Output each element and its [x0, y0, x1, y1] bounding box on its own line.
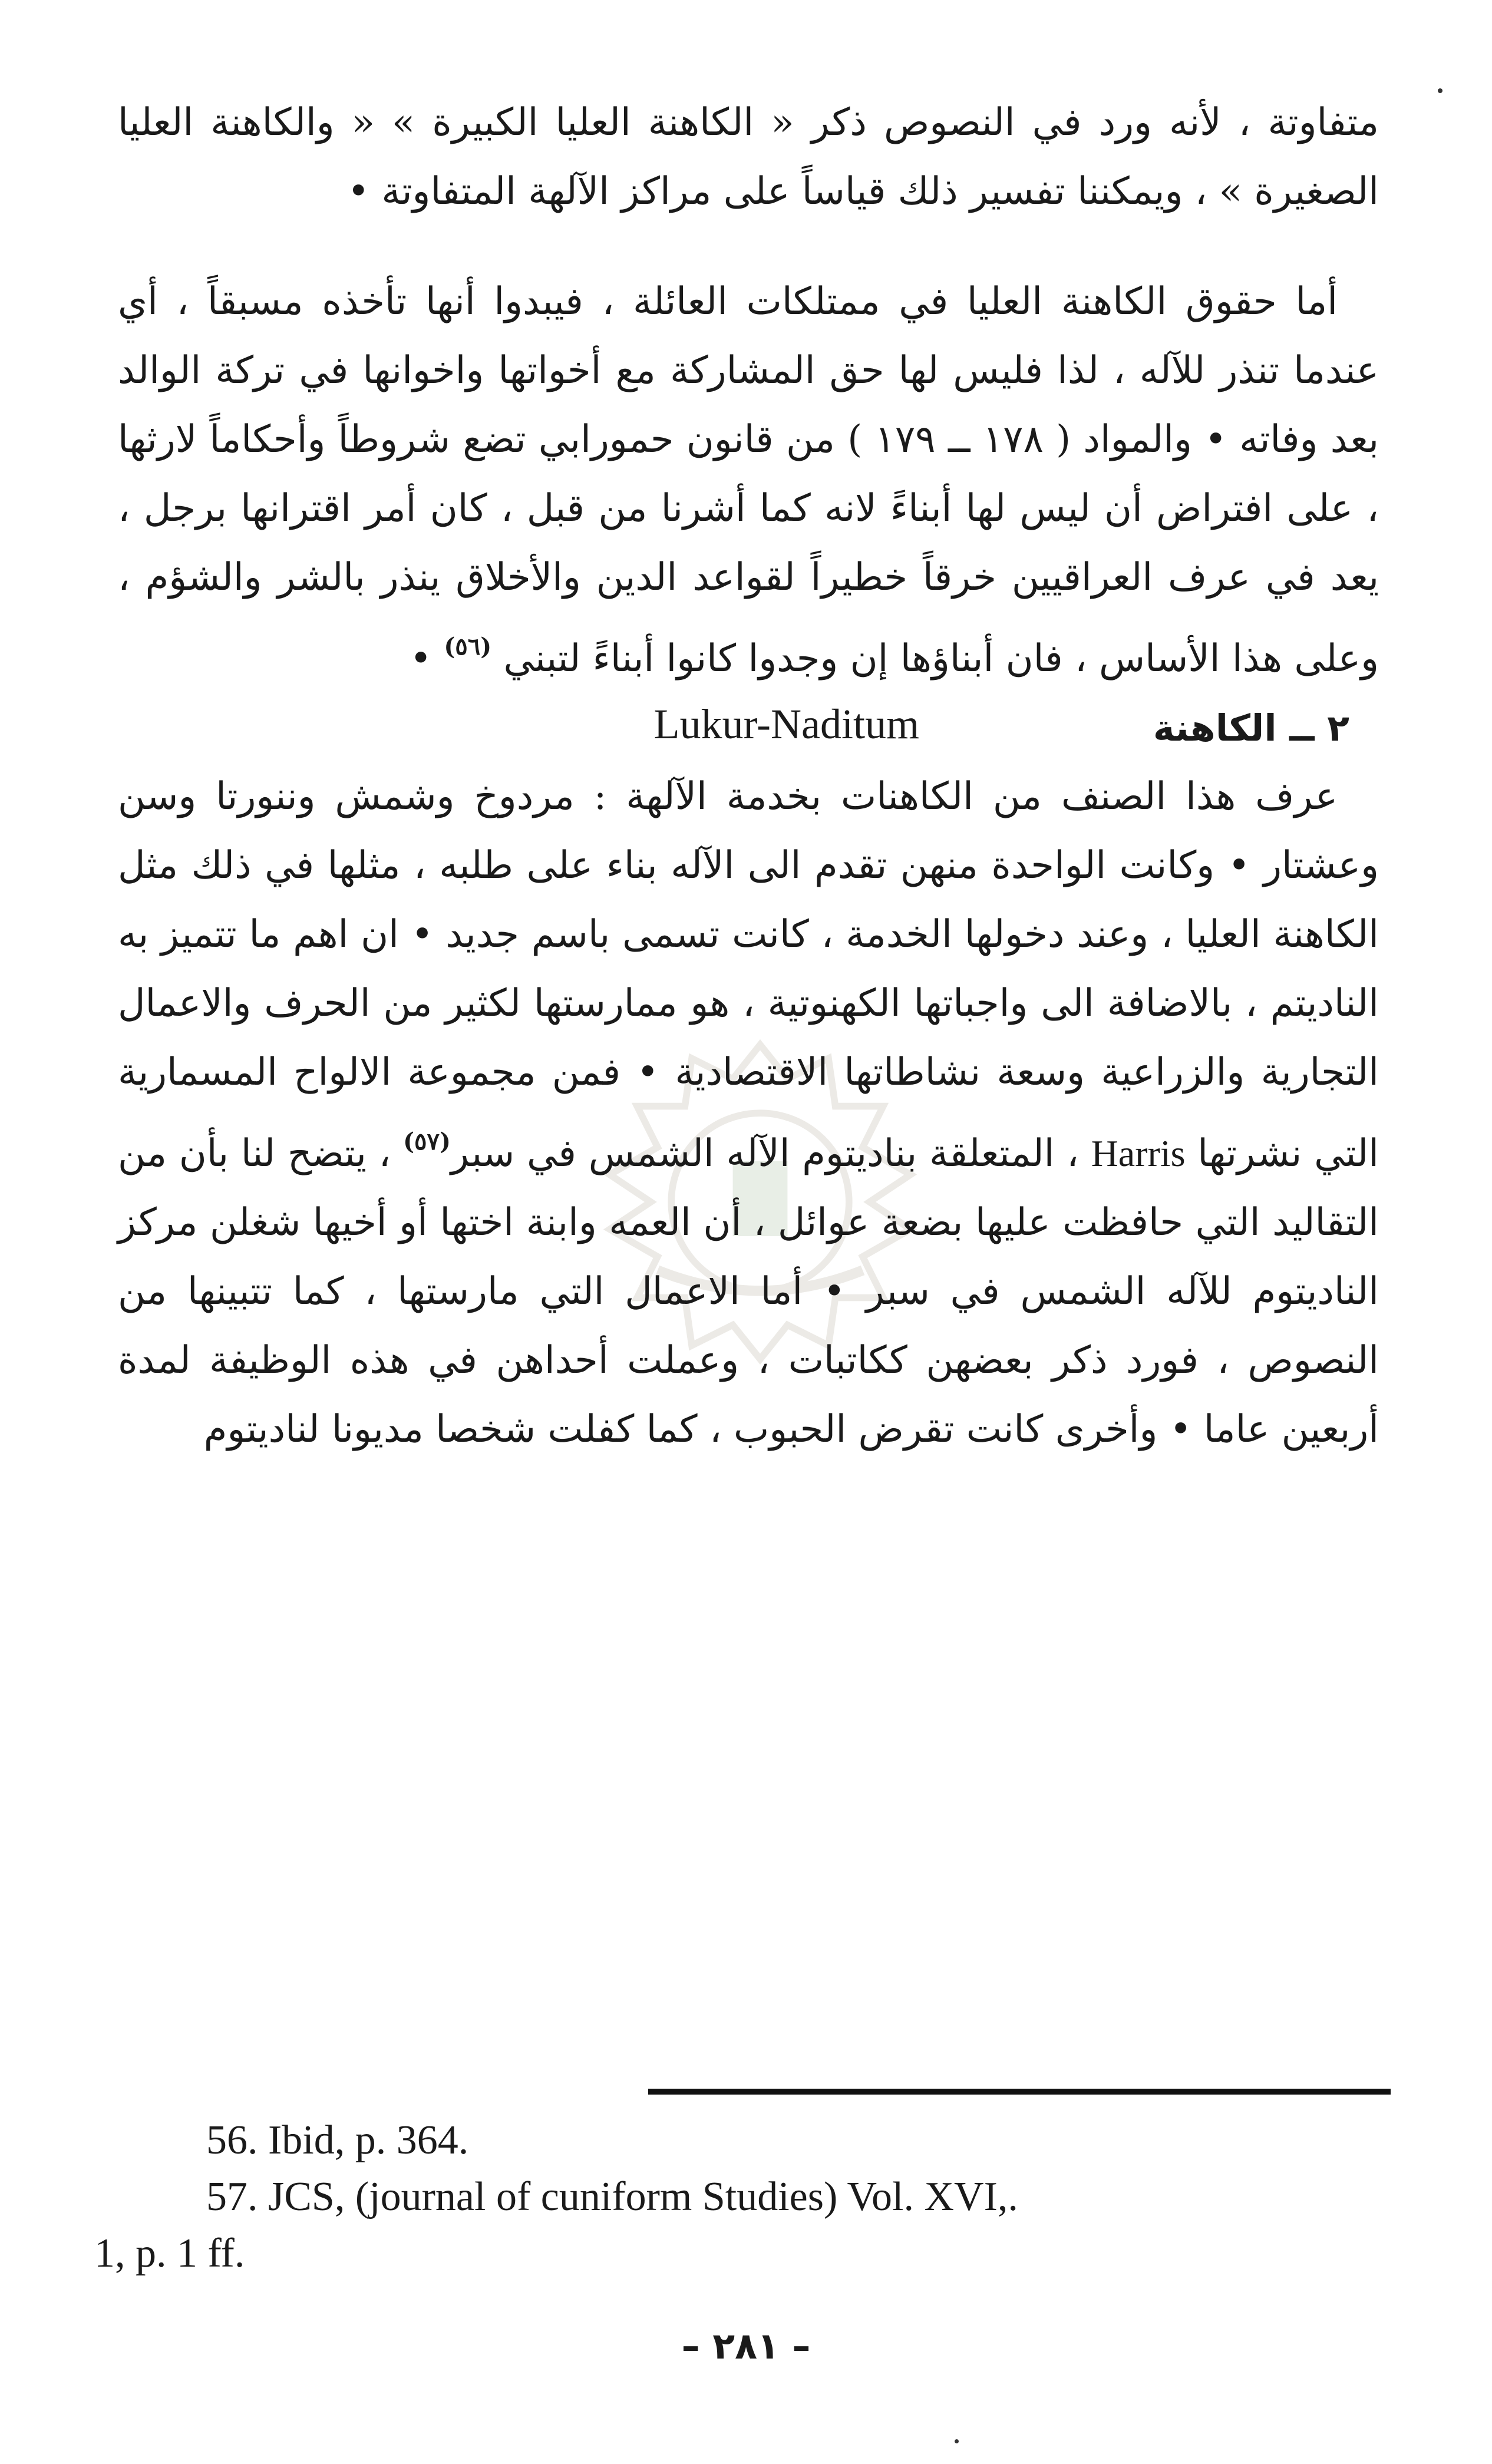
section-heading	[118, 693, 1379, 762]
paragraph-end-mark: •	[410, 637, 432, 681]
main-text	[118, 88, 1379, 1464]
footnote-56: 56. Ibid, p. 364.	[206, 2118, 469, 2163]
paragraph-3-text-c: ، يتضح لنا بأن من التقاليد التي حافظت عليها بضعة عوائل ، أن العمه وابنة اختها أو أخيها شغلن مركز الناديتوم للآله الشمس في سبر • أما الاعمال التي مارستها ، كما تتبينها من النصوص ، فورد ذكر بعضهن ككاتبات ، وعملت أحداهن في هذه الوظيفة لمدة أربعين عاما • وأخرى كانت تقرض الحبوب ، كما كفلت شخصا مديونا لناديتوم	[118, 1132, 1379, 1451]
paragraph-2-text: أما حقوق الكاهنة العليا في ممتلكات العائلة ، فيبدوا أنها تأخذه مسبقاً ، أي عندما تنذر للآله ، لذا فليس لها حق المشاركة مع أخواتها واخوانها في تركة الوالد بعد وفاته • والمواد ( ١٧٨ ــ ١٧٩ ) من قانون حمورابي تضع شروطاً وأحكاماً لارثها ، على افتراض أن ليس لها أبناءً لانه كما أشرنا من قبل ، كان أمر اقترانها برجل ، يعد في عرف العراقيين خرقاً خطيراً لقواعد الدين والأخلاق ينذر بالشر والشؤم ، وعلى هذا الأساس ، فان أبناؤها إن وجدوا كانوا أبناءً لتبني	[118, 280, 1379, 681]
footnote-57-continued: 1, p. 1 ff.	[94, 2231, 245, 2276]
paragraph-2	[118, 267, 1379, 693]
section-heading-latin: Lukur-Naditum	[653, 701, 919, 748]
harris-name: Harris	[1091, 1132, 1186, 1174]
footnote-57: 57. JCS, (journal of cuniform Studies) Vol. XVI,.	[206, 2174, 1018, 2219]
scan-speck	[1438, 88, 1443, 93]
paragraph-3	[118, 762, 1379, 1464]
page-number: – ٢٨١ –	[681, 2324, 811, 2367]
paragraph-3-text-a: عرف هذا الصنف من الكاهنات بخدمة الآلهة : مردوخ وشمش وننورتا وسن وعشتار • وكانت الواحدة منهن تقدم الى الآله بناء على طلبه ، مثلها في ذلك مثل الكاهنة العليا ، وعند دخولها الخدمة ، كانت تسمى باسم جديد • ان اهم ما تتميز به الناديتم ، بالاضافة الى واجباتها الكهنوتية ، هو ممارستها لكثير من الحرف والاعمال التجارية والزراعية وسعة نشاطاتها الاقتصادية • فمن مجموعة الالواح المسمارية التي نشرتها	[118, 775, 1379, 1175]
footnote-ref-57: (٥٧)	[403, 1128, 451, 1155]
footnotes	[94, 2112, 1391, 2282]
harris-comma: ،	[1067, 1132, 1079, 1175]
footnote-ref-56: (٥٦)	[444, 633, 492, 660]
footnote-separator	[648, 2089, 1391, 2095]
scan-speck	[955, 2439, 959, 2443]
paragraph-3-text-b: المتعلقة بناديتوم الآله الشمس في سبر	[450, 1132, 1055, 1175]
section-heading-arabic: ٢ ــ الكاهنة	[1153, 706, 1349, 749]
paragraph-1: متفاوتة ، لأنه ورد في النصوص ذكر « الكاهنة العليا الكبيرة » « والكاهنة العليا الصغيرة » ، ويمكننا تفسير ذلك قياساً على مراكز الآلهة المتفاوتة •	[118, 101, 1379, 213]
